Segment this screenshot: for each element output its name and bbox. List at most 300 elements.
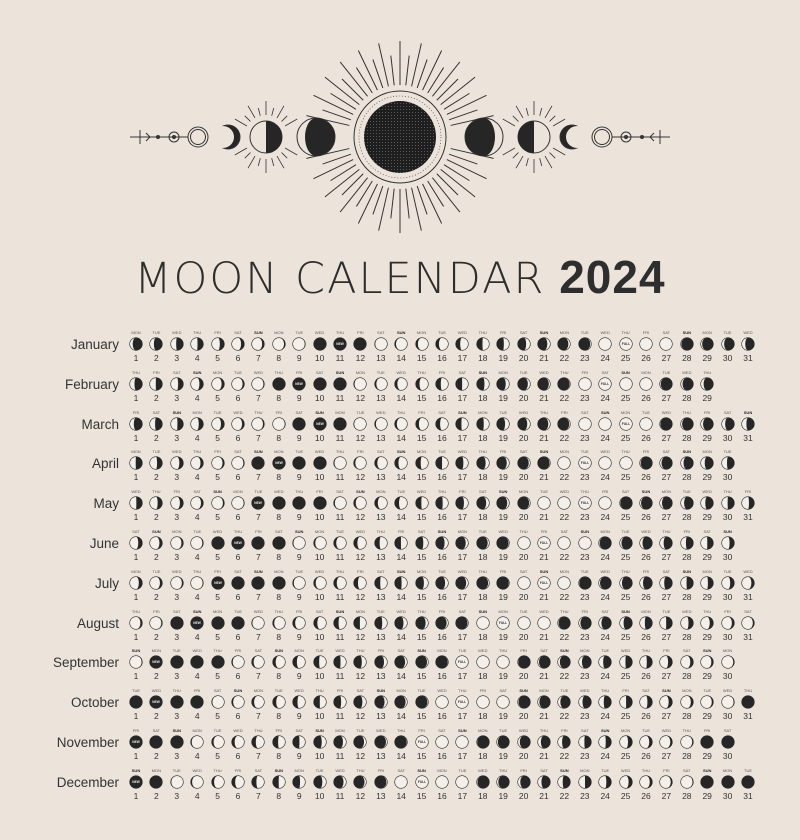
- day-cell: [289, 410, 309, 446]
- moon-phase-icon: [374, 735, 388, 749]
- weekday-label: MON: [580, 767, 590, 773]
- weekday-label: MON: [131, 449, 141, 455]
- day-cell: [677, 449, 697, 485]
- svg-text:FULL: FULL: [580, 461, 589, 466]
- moon-phase-icon: [455, 775, 469, 789]
- day-number: 30: [722, 711, 733, 722]
- day-number: 16: [437, 512, 447, 523]
- day-number: 5: [215, 392, 220, 403]
- day-cell: [595, 609, 615, 645]
- day-number: 30: [722, 512, 733, 523]
- weekday-label: TUE: [193, 529, 202, 534]
- weekday-label: FRI: [724, 608, 731, 614]
- moon-phase-icon: [292, 616, 306, 630]
- moon-phase-icon: [251, 337, 265, 351]
- day-cell: [697, 609, 717, 645]
- weekday-label: MON: [702, 568, 712, 574]
- moon-phase-icon: [149, 496, 163, 510]
- day-number: 8: [276, 552, 282, 562]
- day-number: 18: [478, 353, 488, 363]
- weekday-label: FRI: [581, 608, 589, 614]
- weekday-label: WED: [314, 449, 325, 455]
- day-number: 17: [457, 552, 468, 562]
- day-cell: [412, 609, 432, 645]
- moon-phase-icon: [659, 377, 673, 391]
- moon-phase-icon: [190, 775, 204, 789]
- weekday-label: FRI: [132, 728, 140, 733]
- day-cell: [167, 609, 187, 645]
- day-cell: [656, 609, 676, 645]
- day-cell: [289, 569, 309, 605]
- weekday-label: FRI: [275, 409, 283, 415]
- day-number: 22: [559, 392, 570, 403]
- weekday-label: SAT: [234, 449, 242, 455]
- moon-phase-icon: [170, 576, 184, 590]
- day-number: 6: [235, 631, 241, 642]
- moon-phase-icon: [292, 417, 306, 431]
- weekday-label: SUN: [254, 449, 263, 455]
- moon-phase-icon: [659, 695, 673, 709]
- day-number: 17: [457, 671, 468, 682]
- weekday-label: WED: [253, 369, 264, 375]
- moon-phase-icon: [639, 616, 653, 630]
- day-cell: [391, 688, 411, 724]
- moon-phase-icon: [496, 417, 510, 431]
- moon-phase-icon: [476, 377, 490, 391]
- weekday-label: WED: [600, 330, 610, 335]
- day-cell: [167, 569, 187, 605]
- day-number: 14: [396, 631, 406, 642]
- moon-phase-icon: [598, 496, 612, 510]
- day-number: 31: [743, 631, 753, 642]
- weekday-label: THU: [539, 728, 549, 733]
- day-cell: [432, 370, 452, 406]
- day-cell: [371, 688, 391, 724]
- moon-phase-icon: [721, 536, 735, 550]
- weekday-label: FRI: [744, 489, 752, 495]
- day-cell: [432, 688, 452, 724]
- moon-phase-icon: [272, 417, 286, 431]
- day-cell: [187, 688, 207, 724]
- day-cell: [187, 410, 207, 446]
- day-cell: [167, 529, 187, 565]
- day-number: 28: [682, 472, 692, 483]
- day-cell: [452, 370, 472, 406]
- day-cell: [677, 529, 697, 565]
- weekday-label: TUE: [519, 369, 528, 375]
- moon-phase-icon: [619, 735, 633, 749]
- weekday-label: TUE: [601, 767, 610, 773]
- day-number: 15: [416, 790, 427, 801]
- moon-phase-icon: [721, 456, 735, 470]
- day-cell: [269, 768, 289, 804]
- weekday-label: MON: [702, 330, 712, 335]
- day-cell: [412, 768, 432, 804]
- day-cell: [718, 410, 738, 446]
- day-number: 24: [600, 591, 610, 602]
- day-cell: [391, 569, 411, 605]
- weekday-label: SAT: [254, 767, 263, 773]
- weekday-label: THU: [335, 449, 345, 455]
- day-cell: [350, 609, 370, 645]
- weekday-label: THU: [743, 688, 753, 694]
- weekday-label: WED: [559, 489, 570, 495]
- day-number: 31: [743, 353, 753, 363]
- moon-phase-icon: [639, 536, 653, 550]
- day-number: 8: [276, 671, 282, 682]
- day-number: 16: [437, 631, 447, 642]
- day-number: 28: [682, 591, 692, 602]
- day-number: 8: [276, 432, 282, 443]
- day-number: 6: [235, 591, 241, 602]
- day-number: 5: [215, 631, 220, 642]
- weekday-label: MON: [722, 648, 733, 654]
- weekday-label: MON: [151, 767, 162, 773]
- moon-phase-icon: [190, 456, 204, 470]
- weekday-label: SUN: [560, 648, 569, 654]
- moon-phase-icon: [476, 655, 490, 669]
- moon-phase-icon: [272, 576, 286, 590]
- day-cell: [167, 688, 187, 724]
- weekday-label: TUE: [397, 489, 406, 495]
- day-cell: [391, 768, 411, 804]
- day-cell: [269, 529, 289, 565]
- weekday-label: SAT: [336, 489, 344, 495]
- full-moon-icon: [455, 655, 469, 669]
- moon-phase-icon: [700, 775, 714, 789]
- day-number: 12: [355, 353, 366, 363]
- day-cell: [473, 449, 493, 485]
- day-number: 16: [437, 432, 447, 443]
- weekday-label: THU: [539, 409, 549, 415]
- moon-phase-icon: [517, 456, 531, 470]
- weekday-label: WED: [172, 568, 182, 574]
- full-moon-icon: [619, 417, 633, 431]
- day-number: 23: [580, 432, 590, 443]
- day-number: 10: [314, 472, 325, 483]
- weekday-label: THU: [213, 648, 222, 654]
- moon-phase-icon: [435, 735, 449, 749]
- moon-phase-icon: [272, 655, 286, 669]
- day-number: 14: [396, 751, 406, 761]
- day-cell: [493, 768, 513, 804]
- day-number: 12: [355, 790, 366, 801]
- day-cell: [208, 330, 228, 366]
- moon-phase-icon: [313, 616, 327, 630]
- day-number: 4: [194, 353, 200, 363]
- day-number: 3: [174, 392, 180, 403]
- moon-phase-icon: [292, 775, 306, 789]
- day-cell: [677, 728, 697, 764]
- weekday-label: THU: [560, 369, 569, 375]
- moon-phase-icon: [353, 775, 367, 789]
- weekday-label: THU: [478, 449, 487, 455]
- weekday-label: SUN: [580, 529, 590, 534]
- weekday-label: MON: [580, 648, 590, 654]
- day-number: 20: [518, 790, 529, 801]
- day-cell: [493, 529, 513, 565]
- weekday-label: WED: [457, 330, 468, 335]
- moon-phase-icon: [129, 616, 143, 630]
- day-number: 21: [539, 353, 549, 363]
- moon-phase-icon: [149, 576, 163, 590]
- weekday-label: TUE: [723, 568, 732, 574]
- day-cell: [493, 410, 513, 446]
- moon-phase-icon: [211, 536, 225, 550]
- day-number: 29: [702, 751, 712, 761]
- day-number: 13: [376, 631, 386, 642]
- day-cell: [514, 370, 534, 406]
- day-number: 29: [702, 512, 712, 523]
- day-cell: [187, 370, 207, 406]
- moon-phase-icon: [170, 417, 184, 431]
- day-cell: [310, 370, 330, 406]
- weekday-label: THU: [703, 369, 712, 375]
- weekday-label: MON: [212, 369, 223, 375]
- moon-phase-icon: [149, 456, 163, 470]
- day-number: 17: [457, 353, 468, 363]
- day-cell: [126, 449, 146, 485]
- day-number: 20: [518, 711, 529, 722]
- day-cell: [248, 330, 268, 366]
- moon-phase-icon: [170, 735, 184, 749]
- moon-phase-icon: [537, 496, 551, 510]
- day-cell: [126, 529, 146, 565]
- moon-phase-icon: [741, 496, 755, 510]
- weekday-label: SAT: [683, 648, 691, 654]
- weekday-label: TUE: [662, 369, 671, 375]
- weekday-label: THU: [560, 608, 569, 614]
- weekday-label: THU: [254, 409, 263, 415]
- weekday-label: THU: [213, 767, 222, 773]
- day-cell: [575, 648, 595, 684]
- moon-phase-icon: [211, 456, 225, 470]
- weekday-label: FRI: [683, 529, 691, 534]
- svg-text:FULL: FULL: [458, 660, 467, 665]
- moon-phase-icon: [680, 337, 694, 351]
- moon-phase-icon: [598, 536, 612, 550]
- day-cell: [310, 768, 330, 804]
- day-cell: [391, 370, 411, 406]
- weekday-label: TUE: [499, 409, 508, 415]
- day-cell: [126, 330, 146, 366]
- day-number: 24: [600, 512, 610, 523]
- moon-phase-icon: [557, 775, 571, 789]
- weekday-label: MON: [600, 529, 610, 534]
- moon-phase-icon: [292, 456, 306, 470]
- weekday-label: THU: [580, 489, 589, 495]
- moon-phase-icon: [333, 417, 347, 431]
- moon-phase-icon: [578, 417, 592, 431]
- weekday-label: MON: [682, 688, 692, 694]
- new-moon-icon: [149, 655, 163, 669]
- weekday-label: TUE: [356, 409, 365, 415]
- weekday-label: FRI: [234, 648, 242, 654]
- moon-phase-icon: [578, 337, 592, 351]
- day-number: 2: [154, 790, 159, 801]
- day-cell: [330, 609, 350, 645]
- day-number: 6: [235, 790, 241, 801]
- day-number: 16: [437, 552, 447, 562]
- day-cell: [310, 489, 330, 525]
- month-row-april: [0, 449, 800, 489]
- weekday-label: WED: [600, 568, 610, 574]
- day-number: 15: [416, 353, 427, 363]
- day-cell: [534, 410, 554, 446]
- moon-phase-icon: [517, 417, 531, 431]
- moon-phase-icon: [251, 775, 265, 789]
- moon-phase-icon: [333, 735, 347, 749]
- day-cell: [187, 648, 207, 684]
- day-number: 23: [580, 591, 590, 602]
- day-number: 14: [396, 392, 406, 403]
- day-number: 25: [620, 432, 631, 443]
- weekday-label: SAT: [519, 449, 528, 455]
- day-number: 18: [478, 472, 488, 483]
- day-number: 8: [276, 512, 282, 523]
- weekday-label: TUE: [356, 728, 365, 733]
- day-number: 13: [376, 552, 386, 562]
- day-cell: [697, 648, 717, 684]
- day-cell: [269, 688, 289, 724]
- moon-phase-icon: [435, 695, 449, 709]
- day-cell: [616, 688, 636, 724]
- day-cell: [595, 370, 615, 406]
- day-cell: [228, 410, 248, 446]
- day-number: 1: [133, 552, 139, 562]
- day-number: 8: [276, 711, 282, 722]
- day-cell: [718, 330, 738, 366]
- moon-phase-icon: [619, 655, 633, 669]
- moon-phase-icon: [333, 655, 347, 669]
- weekday-label: SAT: [397, 648, 405, 654]
- day-number: 8: [276, 591, 282, 602]
- day-number: 10: [314, 671, 325, 682]
- day-number: 19: [498, 432, 508, 443]
- svg-text:FULL: FULL: [417, 779, 426, 784]
- day-number: 9: [296, 671, 302, 682]
- weekday-label: THU: [621, 568, 630, 574]
- moon-phase-icon: [353, 377, 367, 391]
- day-number: 10: [314, 552, 325, 562]
- moon-phase-icon: [659, 417, 673, 431]
- month-row-july: [0, 569, 800, 609]
- moon-phase-icon: [557, 377, 571, 391]
- weekday-label: TUE: [601, 648, 610, 654]
- moon-phase-icon: [598, 655, 612, 669]
- day-cell: [228, 688, 248, 724]
- moon-phase-icon: [415, 655, 429, 669]
- day-number: 19: [498, 631, 508, 642]
- moon-phase-icon: [374, 456, 388, 470]
- svg-text:NEW: NEW: [152, 660, 161, 665]
- weekday-label: MON: [233, 489, 243, 495]
- day-number: 16: [437, 353, 447, 363]
- day-number: 27: [661, 631, 672, 642]
- moon-phase-icon: [639, 337, 653, 351]
- moon-phase-icon: [415, 337, 429, 351]
- weekday-label: SUN: [315, 409, 324, 415]
- day-number: 12: [355, 671, 366, 682]
- day-cell: [554, 569, 574, 605]
- weekday-label: SUN: [335, 369, 345, 375]
- weekday-label: SUN: [437, 529, 447, 534]
- weekday-label: THU: [295, 489, 304, 495]
- day-number: 10: [314, 353, 325, 363]
- day-number: 20: [518, 392, 529, 403]
- weekday-label: SAT: [662, 330, 671, 335]
- moon-phase-icon: [211, 417, 225, 431]
- moon-phase-icon: [272, 536, 286, 550]
- day-number: 11: [335, 472, 345, 483]
- new-moon-icon: [190, 616, 204, 630]
- moon-phase-icon: [680, 456, 694, 470]
- moon-phase-icon: [129, 417, 143, 431]
- weekday-label: WED: [294, 688, 304, 694]
- day-cell: [248, 688, 268, 724]
- moon-phase-icon: [190, 735, 204, 749]
- weekday-label: TUE: [336, 529, 344, 534]
- day-cell: [167, 648, 187, 684]
- weekday-label: MON: [498, 369, 508, 375]
- weekday-label: MON: [661, 489, 672, 495]
- day-number: 14: [396, 591, 406, 602]
- weekday-label: WED: [682, 369, 692, 375]
- day-cell: [656, 768, 676, 804]
- weekday-label: WED: [580, 688, 590, 694]
- day-cell: [452, 768, 472, 804]
- moon-phase-icon: [333, 456, 347, 470]
- day-number: 23: [580, 353, 590, 363]
- day-cell: [697, 489, 717, 525]
- day-cell: [452, 688, 472, 724]
- weekday-label: SUN: [458, 728, 467, 733]
- weekday-label: FRI: [438, 369, 446, 375]
- day-cell: [208, 768, 228, 804]
- weekday-label: TUE: [499, 728, 508, 733]
- day-number: 31: [743, 591, 753, 602]
- moon-phase-icon: [619, 576, 633, 590]
- day-number: 28: [682, 790, 692, 801]
- day-number: 21: [539, 512, 549, 523]
- weekday-label: FRI: [214, 330, 221, 335]
- day-number: 15: [416, 711, 427, 722]
- moon-phase-icon: [619, 695, 633, 709]
- day-number: 25: [620, 790, 631, 801]
- day-cell: [371, 728, 391, 764]
- day-number: 13: [376, 790, 386, 801]
- day-cell: [554, 410, 574, 446]
- day-cell: [330, 688, 350, 724]
- day-cell: [452, 728, 472, 764]
- day-number: 19: [498, 671, 508, 682]
- moon-phase-icon: [211, 616, 225, 630]
- moon-phase-icon: [639, 576, 653, 590]
- day-number: 30: [722, 671, 733, 682]
- day-number: 9: [296, 472, 302, 483]
- moon-phase-icon: [496, 456, 510, 470]
- weekday-label: SUN: [376, 688, 386, 694]
- moon-phase-icon: [455, 576, 469, 590]
- day-number: 11: [335, 631, 345, 642]
- weekday-label: TUE: [438, 449, 446, 455]
- day-number: 3: [174, 591, 180, 602]
- day-cell: [208, 370, 228, 406]
- weekday-label: SUN: [621, 608, 630, 614]
- day-cell: [350, 648, 370, 684]
- moon-phase-icon: [272, 735, 286, 749]
- weekday-label: SAT: [642, 688, 650, 694]
